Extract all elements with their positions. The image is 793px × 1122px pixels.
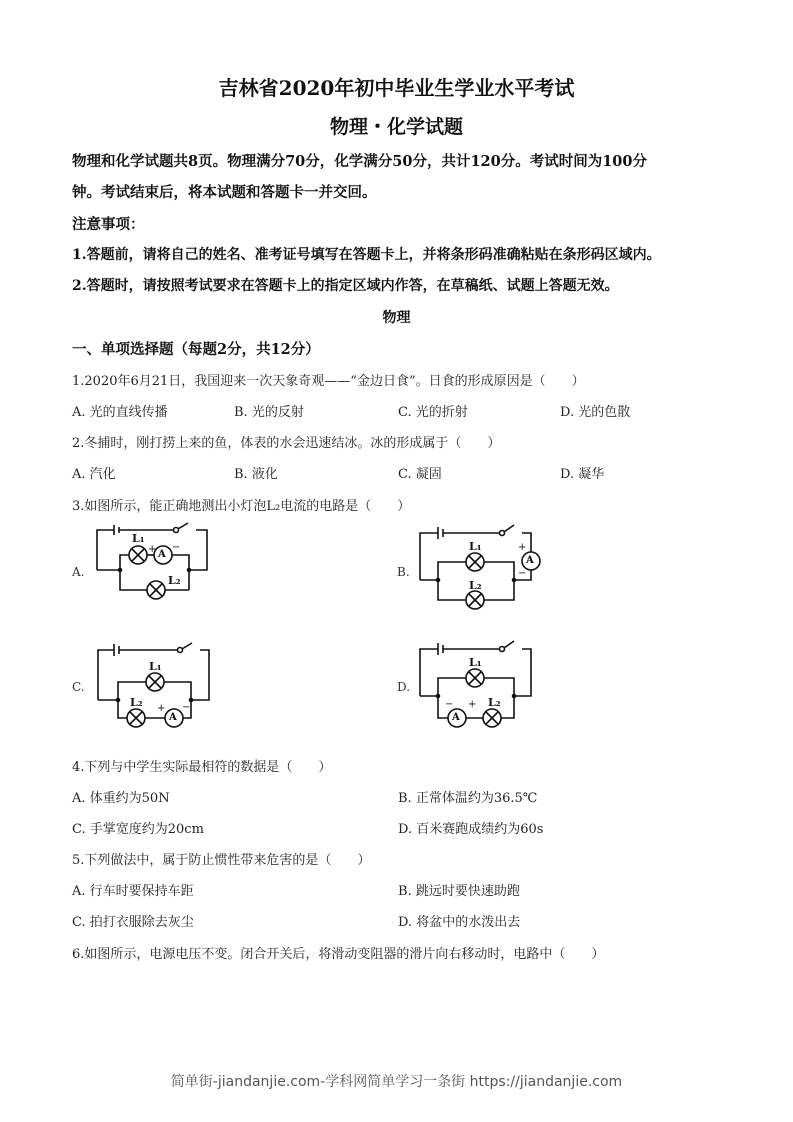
q1-option-d: D. 光的色散: [560, 405, 631, 420]
exam-title: 吉林省2020年初中毕业生学业水平考试: [218, 76, 575, 100]
q4-option-c: C. 手掌宽度约为20cm: [72, 822, 204, 837]
exam-subtitle: 物理・化学试题: [329, 116, 463, 138]
footer-watermark: 简单街-jiandanjie.com-学科网简单学习一条街 https://jiandanjie.com: [170, 1074, 623, 1090]
ammeter-label: A: [169, 712, 177, 723]
question-1-stem: 1.2020年6月21日，我国迎来一次天象奇观——“金边日食”。日食的形成原因是（ ）: [72, 374, 585, 389]
notice-item-2: 2.答题时，请按照考试要求在答题卡上的指定区域内作答，在草稿纸、试题上答题无效。: [72, 278, 619, 294]
q2-option-b: B. 液化: [234, 467, 278, 482]
q3-option-b-label: B.: [397, 565, 410, 579]
lamp-l2-label: L₂: [130, 696, 143, 709]
notice-item-1: 1.答题前，请将自己的姓名、准考证号填写在答题卡上，并将条形码准确粘贴在条形码区域内。: [72, 247, 661, 263]
lamp-l1-label: L₁: [469, 540, 482, 553]
ammeter-plus: +: [468, 699, 477, 710]
ammeter-plus: +: [157, 703, 166, 714]
subject-heading: 物理: [382, 310, 411, 326]
ammeter-plus: +: [518, 542, 527, 553]
lamp-l1-label: L₁: [149, 660, 162, 673]
q3-option-c-label: C.: [72, 680, 85, 694]
ammeter-plus: +: [148, 544, 157, 555]
section-heading: 一、单项选择题（每题2分，共12分）: [72, 341, 320, 358]
q5-option-c: C. 拍打衣服除去灰尘: [72, 915, 194, 930]
circuit-diagram-c: [96, 640, 226, 745]
circuit-diagram-d: [418, 636, 548, 741]
lamp-l1-label: L₁: [469, 656, 482, 669]
q5-option-a: A. 行车时要保持车距: [72, 884, 194, 899]
notice-title: 注意事项：: [72, 216, 145, 233]
lamp-l2-label: L₂: [168, 574, 181, 587]
q2-option-c: C. 凝固: [398, 467, 442, 482]
question-6-stem: 6.如图所示，电源电压不变。闭合开关后，将滑动变阻器的滑片向右移动时，电路中（ ）: [72, 947, 605, 962]
q1-option-a: A. 光的直线传播: [72, 405, 168, 420]
question-3-stem: 3.如图所示，能正确地测出小灯泡L₂电流的电路是（ ）: [72, 499, 411, 514]
question-4-stem: 4.下列与中学生实际最相符的数据是（ ）: [72, 760, 332, 775]
ammeter-label: A: [452, 712, 460, 723]
ammeter-minus: −: [445, 699, 454, 710]
intro-line-2: 钟。考试结束后，将本试题和答题卡一并交回。: [72, 184, 377, 201]
circuit-diagram-b: [418, 520, 548, 625]
question-2-stem: 2.冬捕时，刚打捞上来的鱼，体表的水会迅速结冰。冰的形成属于（ ）: [72, 436, 501, 451]
question-5-stem: 5.下列做法中，属于防止惯性带来危害的是（ ）: [72, 853, 371, 868]
q5-option-d: D. 将盆中的水泼出去: [398, 915, 521, 930]
lamp-l1-label: L₁: [132, 532, 145, 545]
lamp-l2-label: L₂: [488, 696, 501, 709]
q4-option-d: D. 百米赛跑成绩约为60s: [398, 822, 544, 837]
q2-option-a: A. 汽化: [72, 467, 116, 482]
q1-option-c: C. 光的折射: [398, 405, 468, 420]
q3-option-d-label: D.: [397, 680, 411, 694]
ammeter-minus: −: [518, 568, 527, 579]
q4-option-a: A. 体重约为50N: [72, 791, 170, 806]
lamp-l2-label: L₂: [469, 579, 482, 592]
ammeter-label: A: [526, 555, 534, 566]
ammeter-label: A: [158, 549, 166, 560]
q2-option-d: D. 凝华: [560, 467, 605, 482]
ammeter-minus: −: [172, 542, 181, 553]
ammeter-minus: −: [182, 702, 191, 713]
q5-option-b: B. 跳远时要快速助跑: [398, 884, 520, 899]
circuit-diagram-a: [92, 520, 222, 625]
q3-option-a-label: A.: [72, 565, 85, 579]
q4-option-b: B. 正常体温约为36.5℃: [398, 791, 538, 806]
intro-line-1: 物理和化学试题共8页。物理满分70分，化学满分50分，共计120分。考试时间为100分: [72, 153, 647, 170]
q1-option-b: B. 光的反射: [234, 405, 304, 420]
